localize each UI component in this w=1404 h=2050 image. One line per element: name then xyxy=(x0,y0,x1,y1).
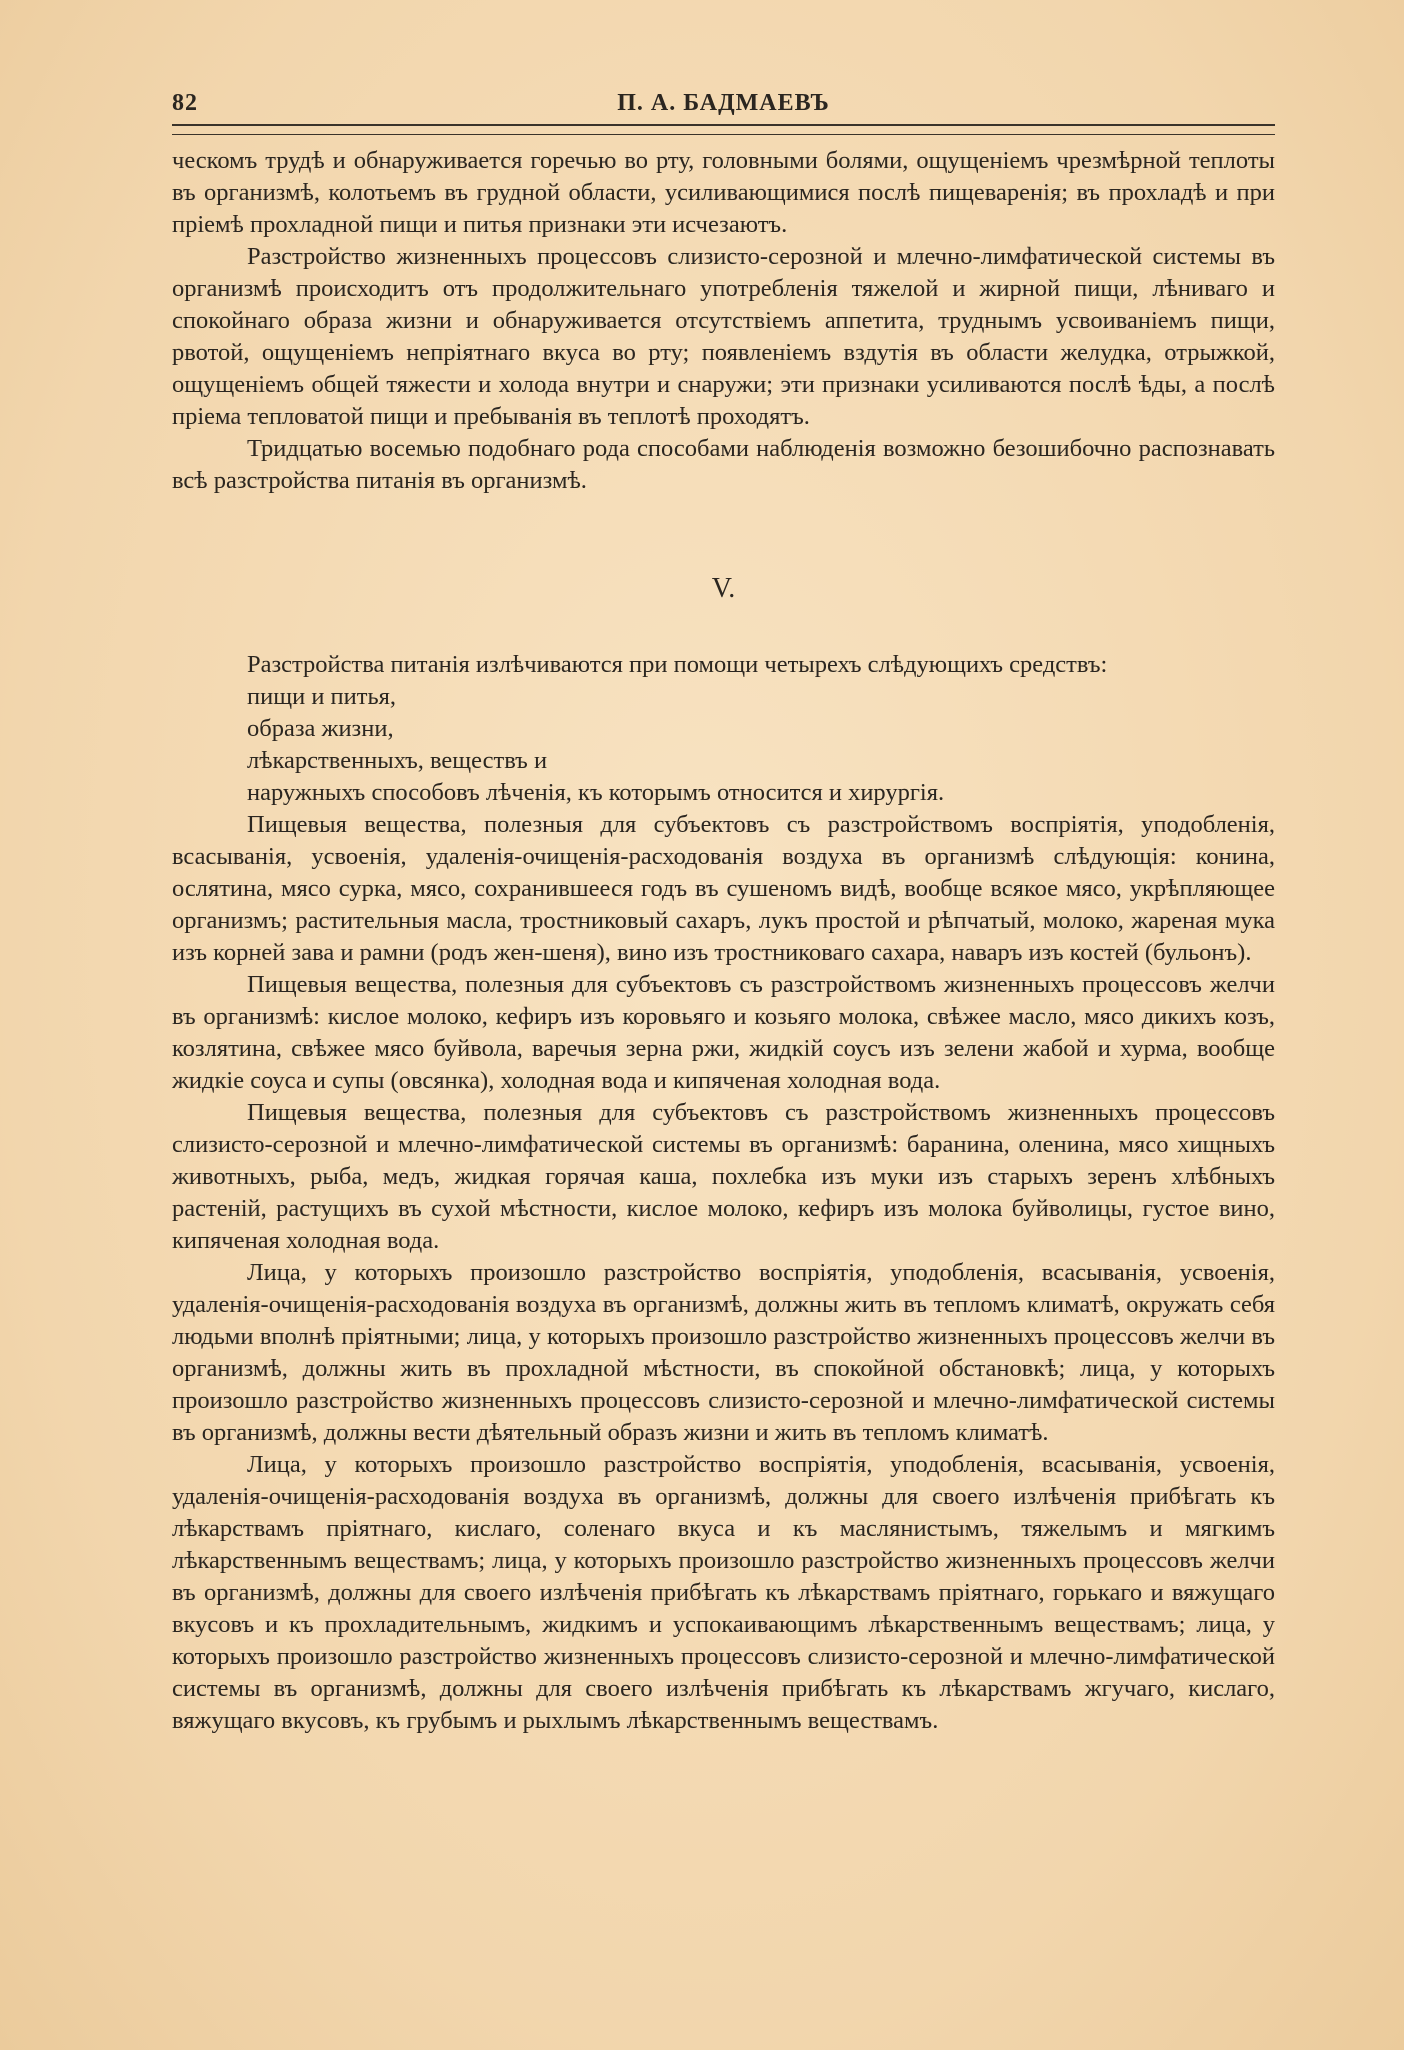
section-heading: V. xyxy=(711,573,736,604)
paragraph: Лица, у которыхъ произошло разстройство воспріятія, уподобленія, всасыванія, усвоенія, удаленія-очищенія-расходованія воздуха въ организмѣ, должны для своего излѣченія прибѣгать къ лѣкарствамъ пріятнаго, кислаго, соленаго вкуса и къ маслянистымъ, тяжелымъ и мягкимъ лѣкарственнымъ веществамъ; лица, у которыхъ произошло разстройство жизненныхъ процессовъ желчи въ организмѣ, должны для своего излѣченія прибѣгать къ лѣкарствамъ пріятнаго, горькаго и вяжущаго вкусовъ и къ прохладительнымъ, жидкимъ и успокаивающимъ лѣкарственнымъ веществамъ; лица, у которыхъ произошло разстройство жизненныхъ процессовъ слизисто-серозной и млечно-лимфатической системы въ организмѣ, должны для своего излѣченія прибѣгать къ лѣкарствамъ жгучаго, кислаго, вяжущаго вкусовъ, къ грубымъ и рыхлымъ лѣкарственнымъ веществамъ. xyxy=(172,1451,1275,1734)
running-title: П. А. БАДМАЕВЪ xyxy=(617,90,830,116)
running-header xyxy=(172,84,1275,122)
list-item: наружныхъ способовъ лѣченія, къ которымъ относится и хирургія. xyxy=(247,779,945,806)
paragraph-continuation: ческомъ трудѣ и обнаруживается горечью во рту, головными болями, ощущеніемъ чрезмѣрной теплоты въ организмѣ, колотьемъ въ грудной области, усиливающимися послѣ пищеваренія; въ прохладѣ и при пріемѣ прохладной пищи и питья признаки эти исчезаютъ. xyxy=(172,147,1275,238)
paragraph: Разстройство жизненныхъ процессовъ слизисто-серозной и млечно-лимфатической системы въ организмѣ происходитъ отъ продолжительнаго употребленія тяжелой и жирной пищи, лѣниваго и спокойнаго образа жизни и обнаруживается отсутствіемъ аппетита, труднымъ усвоиваніемъ пищи, рвотой, ощущеніемъ непріятнаго вкуса во рту; появленіемъ вздутія въ области желудка, отрыжкой, ощущеніемъ общей тяжести и холода внутри и снаружи; эти признаки усиливаются послѣ ѣды, а послѣ пріема тепловатой пищи и пребыванія въ теплотѣ проходятъ. xyxy=(172,243,1275,430)
list-item: лѣкарственныхъ, веществъ и xyxy=(247,747,548,774)
list-item: пищи и питья, xyxy=(247,683,397,710)
header-rule xyxy=(172,124,1275,135)
list-item: образа жизни, xyxy=(247,715,394,742)
book-page xyxy=(172,84,1275,1737)
page-number: 82 xyxy=(172,90,198,116)
paragraph: Лица, у которыхъ произошло разстройство воспріятія, уподобленія, всасыванія, усвоенія, удаленія-очищенія-расходованія воздуха въ организмѣ, должны жить въ тепломъ климатѣ, окружать себя людьми вполнѣ пріятными; лица, у которыхъ произошло разстройство жизненныхъ процессовъ желчи въ организмѣ, должны жить въ прохладной мѣстности, въ спокойной обстановкѣ; лица, у которыхъ произошло разстройство жизненныхъ процессовъ слизисто-серозной и млечно-лимфатической системы въ организмѣ, должны вести дѣятельный образъ жизни и жить въ тепломъ климатѣ. xyxy=(172,1259,1275,1446)
paragraph: Пищевыя вещества, полезныя для субъектовъ съ разстройствомъ жизненныхъ процессовъ желчи въ организмѣ: кислое молоко, кефиръ изъ коровьяго и козьяго молока, свѣжее масло, мясо дикихъ козъ, козлятина, свѣжее мясо буйвола, варечыя зерна ржи, жидкій соусъ изъ зелени жабой и хурма, вообще жидкіе соуса и супы (овсянка), холодная вода и кипяченая холодная вода. xyxy=(172,971,1275,1094)
list-intro: Разстройства питанія излѣчиваются при помощи четырехъ слѣдующихъ средствъ: xyxy=(247,651,1108,678)
paragraph: Пищевыя вещества, полезныя для субъектовъ съ разстройствомъ жизненныхъ процессовъ слизисто-серозной и млечно-лимфатической системы въ организмѣ: баранина, оленина, мясо хищныхъ животныхъ, рыба, медъ, жидкая горячая каша, похлебка изъ муки изъ старыхъ зеренъ хлѣбныхъ растеній, растущихъ въ сухой мѣстности, кислое молоко, кефиръ изъ молока буйволицы, густое вино, кипяченая холодная вода. xyxy=(172,1099,1275,1254)
remedies-list xyxy=(172,649,1275,809)
body-text xyxy=(172,145,1275,1737)
paragraph: Пищевыя вещества, полезныя для субъектовъ съ разстройствомъ воспріятія, уподобленія, всасыванія, усвоенія, удаленія-очищенія-расходованія воздуха въ организмѣ слѣдующія: конина, ослятина, мясо сурка, мясо, сохранившееся годъ въ сушеномъ видѣ, вообще всякое мясо, укрѣпляющее организмъ; растительныя масла, тростниковый сахаръ, лукъ простой и рѣпчатый, молоко, жареная мука изъ корней зава и рамни (родъ жен-шеня), вино изъ тростниковаго сахара, наваръ изъ костей (бульонъ). xyxy=(172,811,1275,966)
paragraph: Тридцатью восемью подобнаго рода способами наблюденія возможно безошибочно распознавать всѣ разстройства питанія въ организмѣ. xyxy=(172,435,1275,494)
